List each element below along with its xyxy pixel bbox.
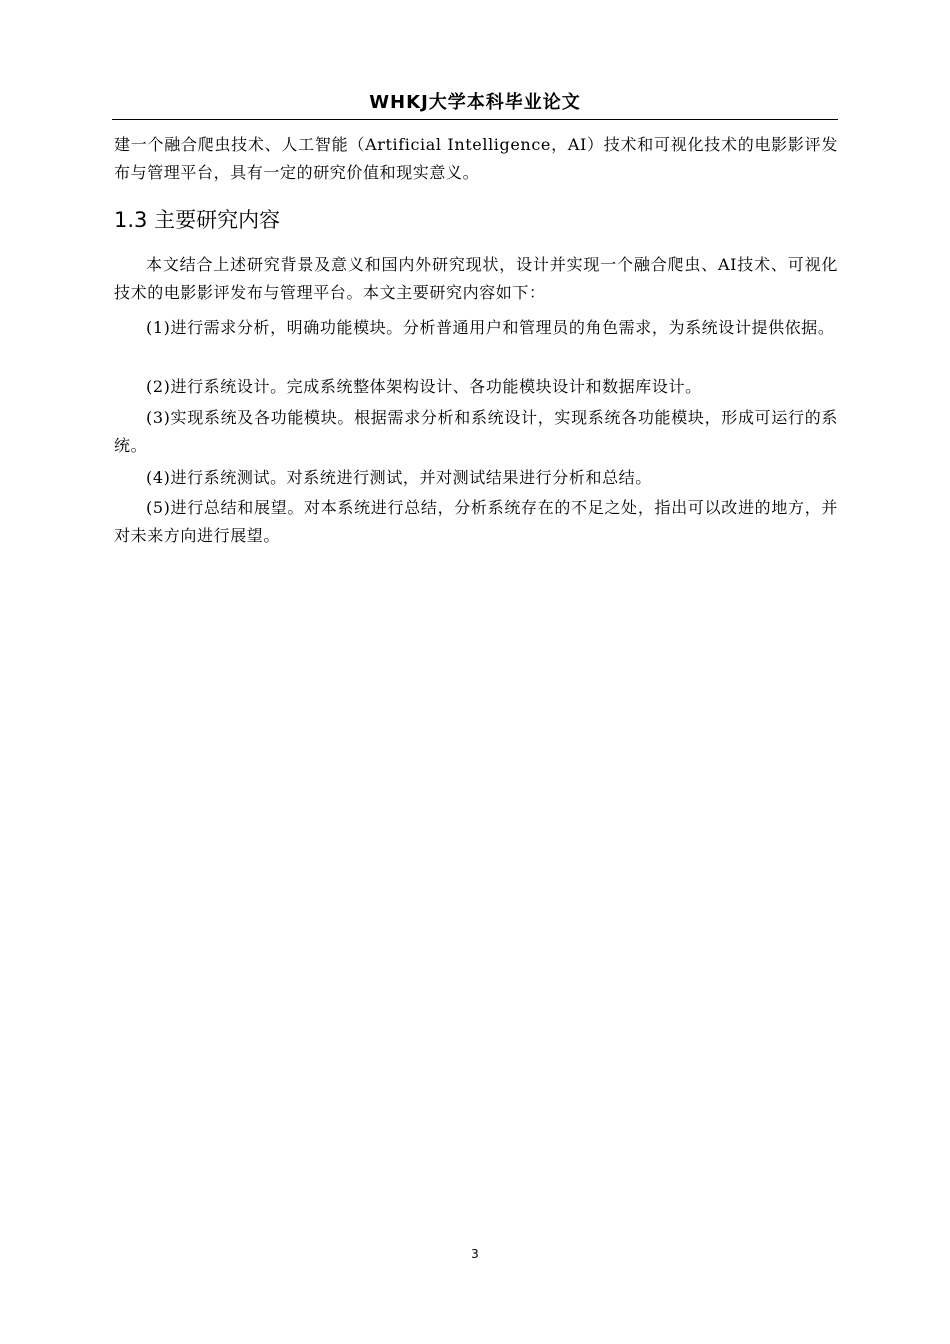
continuation-paragraph: 建一个融合爬虫技术、人工智能（Artificial Intelligence，AI）技术和可视化技术的电影影评发布与管理平台，具有一定的研究价值和现实意义。 — [114, 135, 838, 182]
section-intro-paragraph: 本文结合上述研究背景及意义和国内外研究现状，设计并实现一个融合爬虫、AI技术、可视化技术的电影影评发布与管理平台。本文主要研究内容如下： — [114, 255, 838, 302]
list-item-1: (1)进行需求分析，明确功能模块。分析普通用户和管理员的角色需求，为系统设计提供依据。 — [146, 318, 835, 337]
page-header — [112, 88, 838, 120]
section-heading: 1.3 主要研究内容 — [114, 208, 281, 232]
header-title: WHKJ大学本科毕业论文 — [369, 92, 581, 113]
list-item-3: (3)实现系统及各功能模块。根据需求分析和系统设计，实现系统各功能模块，形成可运行的系统。 — [114, 408, 838, 455]
list-item-5: (5)进行总结和展望。对本系统进行总结，分析系统存在的不足之处，指出可以改进的地方，并对未来方向进行展望。 — [114, 498, 838, 545]
list-item-4: (4)进行系统测试。对系统进行测试，并对测试结果进行分析和总结。 — [146, 468, 652, 487]
page-number: 3 — [471, 1247, 479, 1261]
list-item-2: (2)进行系统设计。完成系统整体架构设计、各功能模块设计和数据库设计。 — [146, 377, 702, 396]
